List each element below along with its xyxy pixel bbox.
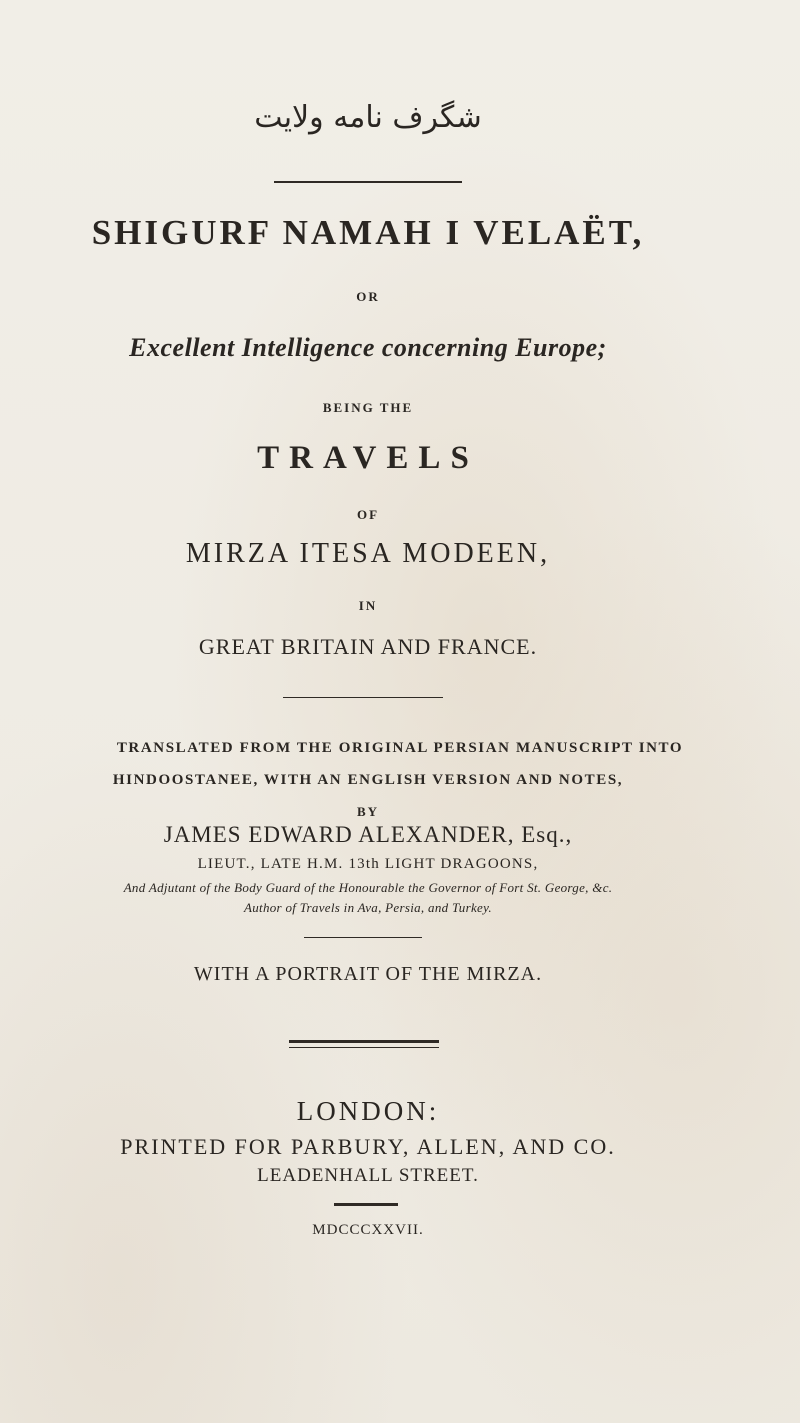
in-label: IN — [358, 598, 378, 613]
translator-rank: LIEUT., LATE H.M. 13th LIGHT DRAGOONS, — [197, 856, 539, 872]
translator-name: JAMES EDWARD ALEXANDER, Esq., — [163, 822, 573, 847]
divider-rule-lower — [304, 937, 422, 938]
printer-line: PRINTED FOR PARBURY, ALLEN, AND CO. — [120, 1134, 616, 1159]
portrait-note: WITH A PORTRAIT OF THE MIRZA. — [193, 963, 543, 985]
double-rule-lower — [289, 1047, 439, 1048]
main-title: SHIGURF NAMAH I VELAËT, — [91, 213, 645, 252]
places-line: GREAT BRITAIN AND FRANCE. — [198, 634, 538, 659]
publication-year: MDCCCXXVII. — [312, 1222, 424, 1238]
divider-rule-top — [274, 181, 462, 183]
translated-line-2: HINDOOSTANEE, WITH AN ENGLISH VERSION AND NOTES, — [112, 772, 624, 788]
double-rule-upper — [289, 1040, 439, 1043]
translated-line-1: TRANSLATED FROM THE ORIGINAL PERSIAN MANUSCRIPT INTO — [116, 740, 684, 756]
author-subject-name: MIRZA ITESA MODEEN, — [185, 538, 551, 569]
street-line: LEADENHALL STREET. — [257, 1165, 479, 1186]
being-the-label: BEING THE — [322, 400, 414, 415]
divider-rule-middle — [283, 697, 443, 698]
persian-title: شگرف نامه ولایت — [254, 100, 482, 135]
translator-role: And Adjutant of the Body Guard of the Honourable the Governor of Fort St. George, &c. — [123, 880, 613, 895]
subtitle: Excellent Intelligence concerning Europe; — [129, 333, 607, 362]
travels-heading: TRAVELS — [257, 440, 479, 476]
or-label: OR — [356, 289, 380, 304]
of-label: OF — [356, 507, 380, 522]
divider-rule-bottom — [334, 1203, 398, 1206]
by-label: BY — [356, 804, 380, 819]
city-label: LONDON: — [296, 1096, 440, 1126]
translator-works: Author of Travels in Ava, Persia, and Turkey. — [244, 900, 492, 915]
